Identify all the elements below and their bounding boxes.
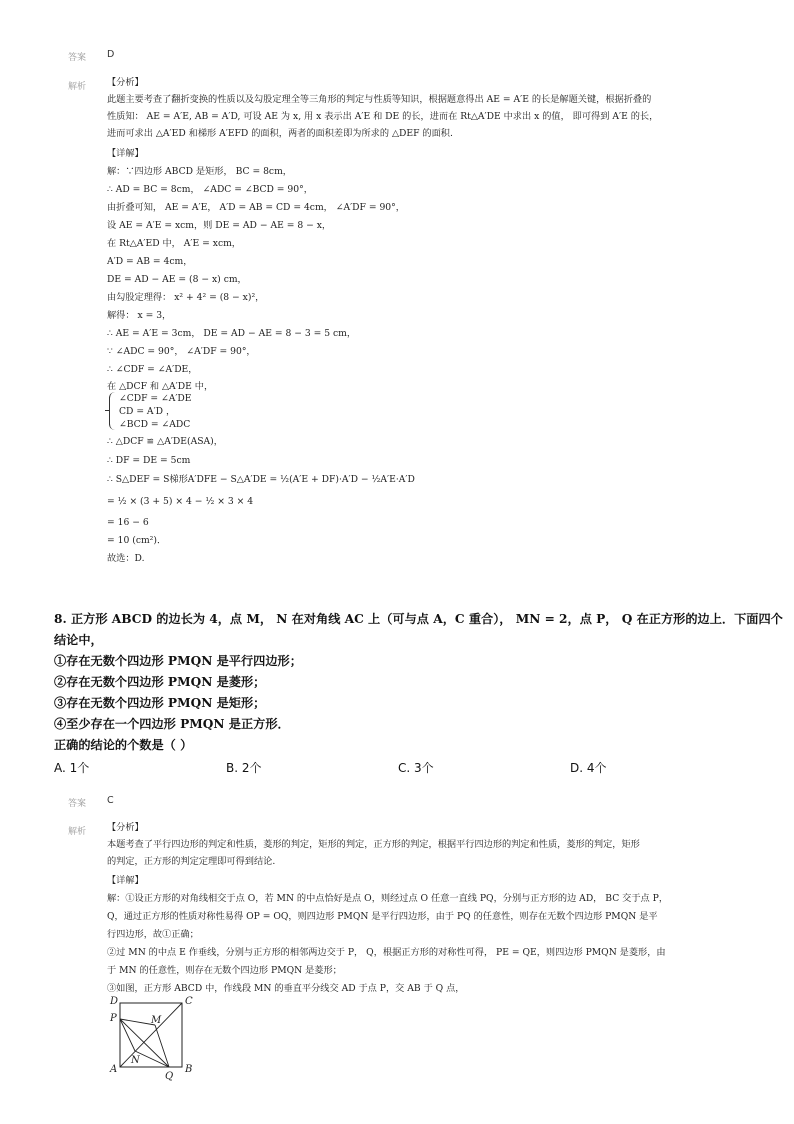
label-n: N [131,1055,140,1066]
q8-line-8: 于 MN 的任意性，则存在无数个四边形 PMQN 是菱形； [107,965,342,976]
segment-nq [135,1051,169,1067]
q7-line-8: 设 AE = A′E = xcm，则 DE = AD − AE = 8 − x， [107,220,332,231]
q7-line-19: CD = A′D ， [119,406,176,417]
q7-line-18: ∠CDF = ∠A′DE [119,393,192,404]
option-a[interactable]: A. 1个 [54,761,90,775]
q8-question-line-5: ④至少存在一个四边形 PMQN 是正方形． [54,717,290,731]
system-brace [109,392,116,430]
label-p: P [110,1013,117,1024]
q8-line-1: 本题考查了平行四边形的判定和性质，菱形的判定，矩形的判定，正方形的判定，根据平行四边形的判定和性质，菱形的判定，矩形 [107,839,640,850]
q8-question-line-3: ②存在无数个四边形 PMQN 是菱形； [54,675,266,689]
q7-line-5: 解：∵四边形 ABCD 是矩形， BC = 8cm， [107,166,292,177]
label-a: A [110,1064,118,1075]
q8-line-0: 【分析】 [107,822,144,833]
label-b: B [185,1064,193,1075]
q7-line-23: ∴ S△DEF = S梯形A′DFE − S△A′DE = ½(A′E + DF)·A′D − ½A′E·A′D [107,474,415,485]
q7-line-11: DE = AD − AE = (8 − x) cm， [107,274,247,285]
option-c[interactable]: C. 3个 [398,761,434,775]
q8-line-2: 的判定，正方形的判定定理即可得到结论. [107,856,276,867]
q7-line-2: 性质知： AE = A′E, AB = A′D, 可设 AE 为 x, 用 x 表示出 A′E 和 DE 的长，进而在 Rt△A′DE 中求出 x 的值， 即可得到 A′E 的长， [107,111,659,122]
q7-line-12: 由勾股定理得： x² + 4² = (8 − x)²， [107,292,265,303]
q8-question-line-6: 正确的结论的个数是（ ） [54,738,193,752]
q7-line-25: = 16 − 6 [107,517,149,528]
q7-line-20: ∠BCD = ∠ADC [119,419,191,430]
square-diagram [105,995,215,1085]
q7-line-27: 故选：D. [107,553,145,564]
q7-line-7: 由折叠可知， AE = A′E， A′D = AB = CD = 4cm， ∠A′DF = 90°， [107,202,405,213]
q7-line-0: 【分析】 [107,77,144,88]
q8-question-line-4: ③存在无数个四边形 PMQN 是矩形； [54,696,266,710]
q7-line-4: 【详解】 [107,148,144,159]
q8-question-line-0: 8. 正方形 ABCD 的边长为 4，点 M， N 在对角线 AC 上（可与点 A，C 重合）， MN = 2，点 P， Q 在正方形的边上．下面四个 [54,612,783,626]
q8-answer-value: C [107,795,114,806]
q7-line-22: ∴ DF = DE = 5cm [107,455,191,466]
q7-line-6: ∴ AD = BC = 8cm， ∠ADC = ∠BCD = 90°， [107,184,313,195]
q8-line-4: 解：①设正方形的对角线相交于点 O，若 MN 的中点恰好是点 O，则经过点 O 任意一直线 PQ，分别与正方形的边 AD， BC 交于点 P， [107,893,669,904]
q8-analysis-label: 解析 [68,827,87,837]
q7-line-16: ∴ ∠CDF = ∠A′DE， [107,364,198,375]
segment-pn [120,1019,135,1051]
q7-line-21: ∴ △DCF ≌ △A′DE(ASA)， [107,436,223,447]
diagonal-ac [120,1003,182,1067]
q8-line-5: Q，通过正方形的性质对称性易得 OP = OQ，则四边形 PMQN 是平行四边形，由于 PQ 的任意性，则存在无数个四边形 PMQN 是平 [107,911,658,922]
q8-answer-label: 答案 [68,799,87,809]
label-d: D [110,996,119,1007]
answer-label: 答案 [68,53,87,63]
label-q: Q [165,1071,174,1082]
q8-line-6: 行四边形，故①正确； [107,929,199,940]
answer-value: D [107,49,115,60]
q7-line-10: A′D = AB = 4cm， [107,256,193,267]
label-m: M [151,1015,162,1026]
option-d[interactable]: D. 4个 [570,761,607,775]
q8-line-3: 【详解】 [107,875,144,886]
analysis-label: 解析 [68,82,87,92]
system-brace-tip [105,410,110,411]
q7-line-9: 在 Rt△A′ED 中， A′E = xcm， [107,238,241,249]
q8-question-line-2: ①存在无数个四边形 PMQN 是平行四边形； [54,654,302,668]
q7-line-24: = ½ × (3 + 5) × 4 − ½ × 3 × 4 [107,496,254,507]
q7-line-15: ∵ ∠ADC = 90°， ∠A′DF = 90°， [107,346,256,357]
label-c: C [185,996,193,1007]
q7-line-3: 进而可求出 △A′ED 和梯形 A′EFD 的面积，两者的面积差即为所求的 △DEF 的面积. [107,128,453,139]
q8-question-line-1: 结论中， [54,633,103,647]
q8-line-9: ③如图，正方形 ABCD 中，作线段 MN 的垂直平分线交 AD 于点 P，交 AB 于 Q 点， [107,983,465,994]
q7-line-1: 此题主要考查了翻折变换的性质以及勾股定理全等三角形的判定与性质等知识，根据题意得出 AE = A′E 的长是解题关键，根据折叠的 [107,94,652,105]
q7-line-17: 在 △DCF 和 △A′DE 中， [107,381,214,392]
option-b[interactable]: B. 2个 [226,761,262,775]
q7-line-14: ∴ AE = A′E = 3cm， DE = AD − AE = 8 − 3 = 5 cm， [107,328,357,339]
q7-line-13: 解得： x = 3， [107,310,172,321]
q8-line-7: ②过 MN 的中点 E 作垂线，分别与正方形的相邻两边交于 P， Q，根据正方形的对称性可得， PE = QE，则四边形 PMQN 是菱形，由 [107,947,666,958]
q7-line-26: = 10 (cm²)． [107,535,167,546]
